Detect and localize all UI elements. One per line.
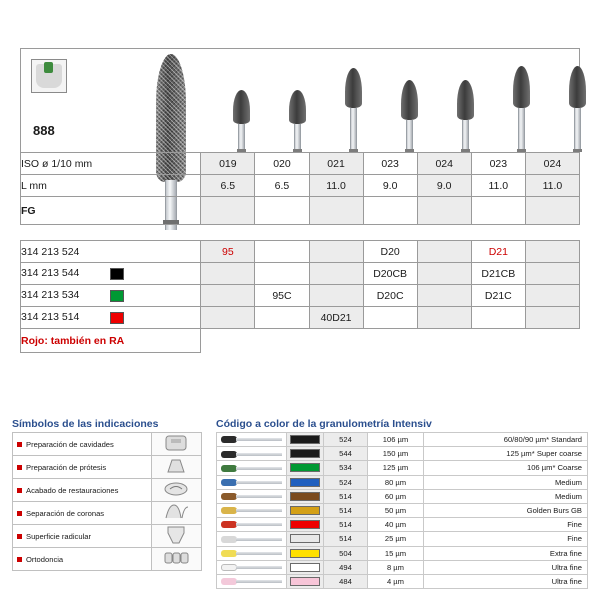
bur-illustration — [562, 66, 592, 152]
symbol-label: Acabado de restauraciones — [26, 485, 119, 495]
bur-thumb — [217, 461, 287, 475]
grit-micron: 15 µm — [368, 546, 424, 560]
order-ref: 314 213 534 — [21, 289, 80, 302]
bur-thumb — [217, 518, 287, 532]
list-item — [13, 502, 202, 525]
order-value: 40D21 — [309, 307, 363, 329]
grit-code: 494 — [324, 560, 368, 574]
order-value: D20C — [363, 285, 417, 307]
grit-micron: 8 µm — [368, 560, 424, 574]
grit-desc: Medium — [424, 489, 588, 503]
symbol-label: Preparación de cavidades — [26, 439, 114, 449]
grit-desc: 125 µm* Super coarse — [424, 447, 588, 461]
spec-value: 019 — [201, 153, 255, 175]
order-value — [309, 285, 363, 307]
table-row — [21, 175, 580, 197]
order-value — [417, 307, 471, 329]
grit-color-cell — [287, 447, 324, 461]
grit-color-cell — [287, 433, 324, 447]
spec-label: ISO ø 1/10 mm — [21, 153, 201, 175]
table-row — [21, 329, 580, 353]
grit-desc: Fine — [424, 532, 588, 546]
color-swatch-black — [110, 268, 124, 280]
grit-micron: 150 µm — [368, 447, 424, 461]
footnote: Rojo: también en RA — [21, 329, 201, 353]
table-row — [21, 153, 580, 175]
table-row — [21, 285, 580, 307]
list-item — [13, 456, 202, 479]
spec-label: L mm — [21, 175, 201, 197]
restoration-finishing-icon — [152, 479, 202, 502]
grit-color-cell — [287, 574, 324, 588]
spec-value: 024 — [525, 153, 579, 175]
table-row — [217, 433, 588, 447]
product-spec-table — [20, 152, 580, 225]
list-item — [13, 433, 202, 456]
grit-code: 514 — [324, 518, 368, 532]
order-value: 95C — [255, 285, 309, 307]
grit-micron: 50 µm — [368, 503, 424, 517]
bur-illustration — [450, 80, 480, 152]
bur-illustration — [394, 80, 424, 152]
spec-value: 9.0 — [363, 175, 417, 197]
grit-color-table — [216, 432, 588, 589]
grit-color-cell — [287, 532, 324, 546]
table-row — [217, 518, 588, 532]
grit-desc: Medium — [424, 475, 588, 489]
order-value — [309, 263, 363, 285]
order-value: D20 — [363, 241, 417, 263]
grit-desc: Ultra fine — [424, 560, 588, 574]
spec-value: 023 — [471, 153, 525, 175]
bur-illustration — [506, 66, 536, 152]
order-value — [417, 285, 471, 307]
list-item — [13, 548, 202, 571]
spec-value: 021 — [309, 153, 363, 175]
grit-code: 544 — [324, 447, 368, 461]
table-row — [21, 263, 580, 285]
symbols-title: Símbolos de las indicaciones — [12, 418, 159, 430]
grit-color-cell — [287, 546, 324, 560]
bur-thumb — [217, 546, 287, 560]
order-value: D20CB — [363, 263, 417, 285]
color-swatch-red — [110, 312, 124, 324]
bur-illustration — [338, 68, 368, 152]
symbol-label: Separación de coronas — [26, 508, 105, 518]
grit-micron: 4 µm — [368, 574, 424, 588]
grit-color-cell — [287, 503, 324, 517]
grit-desc: Extra fine — [424, 546, 588, 560]
grit-code: 484 — [324, 574, 368, 588]
order-ref: 314 213 524 — [21, 241, 201, 263]
order-value — [201, 307, 255, 329]
order-value — [255, 241, 309, 263]
order-value: D21 — [471, 241, 525, 263]
bur-thumb — [217, 532, 287, 546]
list-item — [13, 479, 202, 502]
bur-illustration — [226, 90, 256, 152]
grit-micron: 80 µm — [368, 475, 424, 489]
spec-label: FG — [21, 197, 201, 225]
grit-desc: Ultra fine — [424, 574, 588, 588]
grit-desc: Fine — [424, 518, 588, 532]
spec-value: 023 — [363, 153, 417, 175]
grit-micron: 25 µm — [368, 532, 424, 546]
order-number-table — [20, 240, 580, 353]
order-value — [525, 241, 579, 263]
grit-color-cell — [287, 461, 324, 475]
grit-code: 524 — [324, 475, 368, 489]
tooth-icon — [31, 59, 67, 93]
orthodontics-icon — [152, 548, 202, 571]
symbol-label: Preparación de prótesis — [26, 462, 107, 472]
order-ref: 314 213 514 — [21, 311, 80, 324]
grit-color-cell — [287, 518, 324, 532]
grit-desc: Golden Burs GB — [424, 503, 588, 517]
prosthesis-prep-icon — [152, 456, 202, 479]
grit-code: 524 — [324, 433, 368, 447]
grit-color-cell — [287, 560, 324, 574]
table-row — [217, 461, 588, 475]
list-item — [13, 525, 202, 548]
grit-micron: 125 µm — [368, 461, 424, 475]
grit-code: 514 — [324, 489, 368, 503]
spec-value: 9.0 — [417, 175, 471, 197]
table-row — [21, 197, 580, 225]
bur-thumb — [217, 489, 287, 503]
order-value — [201, 263, 255, 285]
order-ref: 314 213 544 — [21, 267, 80, 280]
table-row — [217, 532, 588, 546]
spec-value: 11.0 — [309, 175, 363, 197]
spec-value: 11.0 — [471, 175, 525, 197]
table-row — [217, 574, 588, 588]
bur-thumb — [217, 574, 287, 588]
symbol-label: Ortodoncia — [26, 554, 64, 564]
order-value — [309, 241, 363, 263]
color-swatch-green — [110, 290, 124, 302]
table-row — [21, 241, 580, 263]
grit-micron: 106 µm — [368, 433, 424, 447]
bur-thumb — [217, 560, 287, 574]
grit-color-cell — [287, 475, 324, 489]
symbols-table — [12, 432, 202, 571]
table-row — [217, 503, 588, 517]
grit-code: 514 — [324, 532, 368, 546]
spec-value: 6.5 — [201, 175, 255, 197]
grit-code: 534 — [324, 461, 368, 475]
order-value — [255, 307, 309, 329]
grit-color-cell — [287, 489, 324, 503]
bur-thumb — [217, 447, 287, 461]
order-value — [525, 285, 579, 307]
grit-desc: 60/80/90 µm* Standard — [424, 433, 588, 447]
symbol-label: Superficie radicular — [26, 531, 91, 541]
cavity-prep-icon — [152, 433, 202, 456]
order-value — [417, 263, 471, 285]
grit-code: 514 — [324, 503, 368, 517]
product-image-band — [20, 48, 580, 152]
order-value: D21C — [471, 285, 525, 307]
grit-code: 504 — [324, 546, 368, 560]
bur-illustration — [282, 90, 312, 152]
order-value — [201, 285, 255, 307]
table-row — [21, 307, 580, 329]
order-value: D21CB — [471, 263, 525, 285]
product-code: 888 — [33, 123, 55, 138]
spec-value: 11.0 — [525, 175, 579, 197]
grit-micron: 40 µm — [368, 518, 424, 532]
order-value — [471, 307, 525, 329]
order-value — [525, 263, 579, 285]
grit-desc: 106 µm* Coarse — [424, 461, 588, 475]
crown-separation-icon — [152, 502, 202, 525]
order-value — [363, 307, 417, 329]
order-value — [417, 241, 471, 263]
table-row — [217, 546, 588, 560]
order-value — [525, 307, 579, 329]
grit-micron: 60 µm — [368, 489, 424, 503]
table-row — [217, 475, 588, 489]
table-row — [217, 447, 588, 461]
bur-thumb — [217, 433, 287, 447]
order-value — [255, 263, 309, 285]
table-row — [217, 489, 588, 503]
table-row — [217, 560, 588, 574]
spec-value: 020 — [255, 153, 309, 175]
grit-title: Código a color de la granulometría Intensiv — [216, 418, 432, 430]
spec-value: 024 — [417, 153, 471, 175]
spec-value: 6.5 — [255, 175, 309, 197]
order-value: 95 — [201, 241, 255, 263]
bur-thumb — [217, 503, 287, 517]
root-surface-icon — [152, 525, 202, 548]
bur-thumb — [217, 475, 287, 489]
